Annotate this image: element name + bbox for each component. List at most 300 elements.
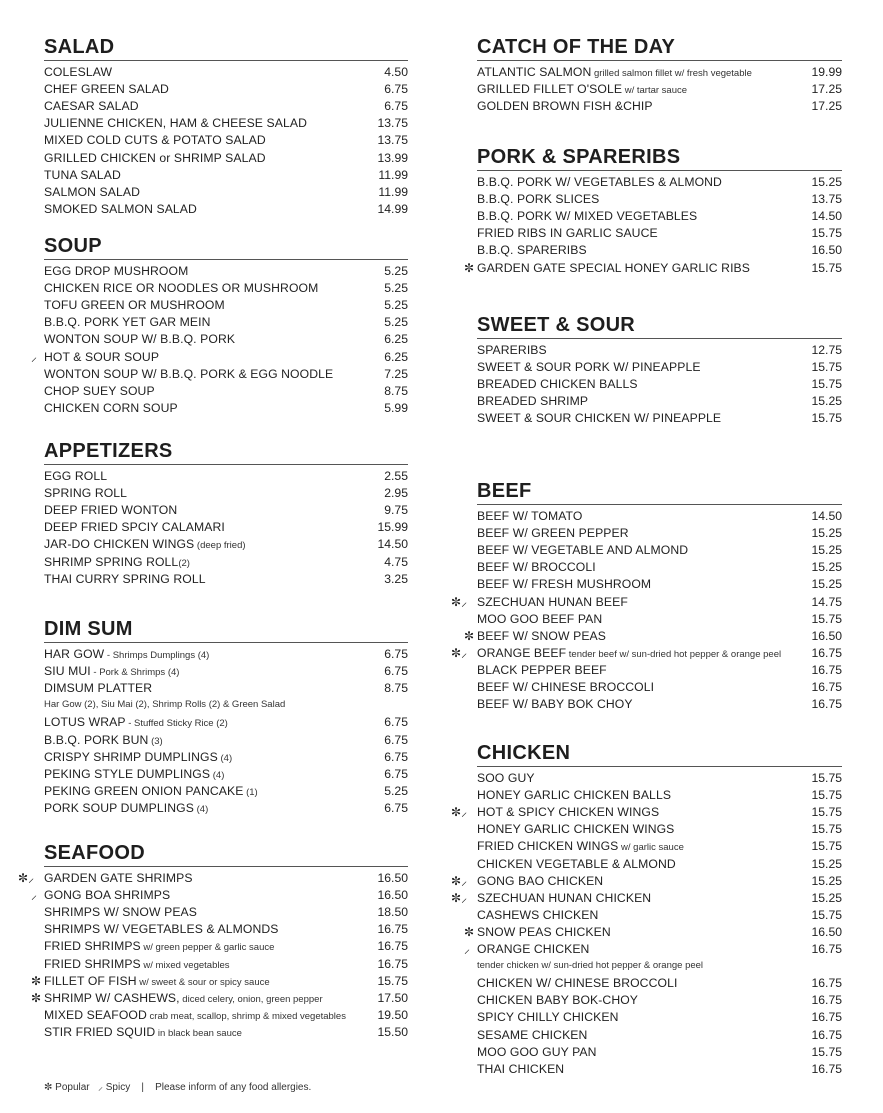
menu-item-name-wrap xyxy=(44,938,274,956)
menu-item-name-wrap xyxy=(44,800,208,818)
menu-item-name-wrap xyxy=(44,64,112,81)
menu-item-description: (4) xyxy=(217,752,233,764)
menu-item xyxy=(44,297,408,314)
menu-item xyxy=(31,349,408,366)
menu-item-name: B.B.Q. SPARERIBS xyxy=(477,243,587,258)
menu-item-name: GONG BAO CHICKEN xyxy=(477,873,604,888)
menu-item-markers xyxy=(464,260,477,277)
menu-item-name-wrap xyxy=(477,924,611,941)
menu-item-name-wrap xyxy=(44,732,163,750)
section-title: DIM SUM xyxy=(44,618,133,640)
menu-item xyxy=(44,938,408,955)
menu-item-description: (4) xyxy=(210,769,225,781)
menu-item-price: 15.25 xyxy=(811,873,842,888)
menu-item xyxy=(44,536,408,553)
menu-item-name: CHICKEN W/ CHINESE BROCCOLI xyxy=(477,976,678,991)
menu-item-name-wrap xyxy=(477,410,721,427)
menu-item-price: 9.75 xyxy=(384,503,408,518)
menu-item-name: FRIED SHRIMPS xyxy=(44,956,141,971)
spicy-icon: ⸝ xyxy=(28,871,35,885)
menu-item-name: TUNA SALAD xyxy=(44,167,121,182)
menu-item-price: 5.25 xyxy=(384,281,408,296)
menu-item-markers xyxy=(18,870,44,887)
menu-item-name-wrap xyxy=(477,907,598,924)
item-subnote: Har Gow (2), Siu Mai (2), Shrimp Rolls (2) & Green Salad xyxy=(44,699,286,711)
menu-item-name-wrap xyxy=(477,174,722,191)
menu-item-name: MIXED SEAFOOD xyxy=(44,1007,147,1022)
menu-item-price: 11.99 xyxy=(378,184,408,199)
menu-item-price: 16.50 xyxy=(811,924,842,939)
menu-item xyxy=(477,1027,842,1044)
section-title: SEAFOOD xyxy=(44,842,145,864)
menu-item xyxy=(44,1024,408,1041)
menu-item-price: 13.75 xyxy=(377,133,408,148)
menu-item-price: 19.50 xyxy=(377,1007,408,1022)
menu-item xyxy=(44,519,408,536)
menu-item-name: SOO GUY xyxy=(477,771,535,785)
menu-item-name-wrap xyxy=(477,525,629,542)
menu-item-name-wrap xyxy=(477,508,582,525)
menu-item-name-wrap xyxy=(44,956,230,974)
menu-item-name-wrap xyxy=(477,64,752,82)
section-divider xyxy=(44,866,408,867)
menu-item-price: 5.25 xyxy=(384,298,408,313)
popular-icon: ✼ xyxy=(451,805,462,820)
popular-label: Popular xyxy=(55,1082,90,1093)
menu-item-name: FRIED CHICKEN WINGS xyxy=(477,839,619,854)
menu-item xyxy=(464,260,842,277)
menu-item-price: 16.75 xyxy=(377,956,408,971)
menu-item-name: MIXED COLD CUTS & POTATO SALAD xyxy=(44,133,266,148)
menu-item xyxy=(31,990,408,1007)
menu-item-name-wrap xyxy=(477,242,587,259)
menu-item-price: 15.25 xyxy=(811,560,842,575)
menu-item xyxy=(44,732,408,749)
menu-item-name: BEEF W/ TOMATO xyxy=(477,509,583,523)
menu-item-name: BEEF W/ SNOW PEAS xyxy=(477,628,607,643)
menu-item-name: FILLET OF FISH xyxy=(44,973,137,988)
menu-item-name: WONTON SOUP W/ B.B.Q. PORK xyxy=(44,332,236,347)
menu-item-price: 15.75 xyxy=(811,1044,842,1059)
menu-item-name-wrap xyxy=(477,225,658,242)
menu-item-markers xyxy=(31,990,44,1007)
menu-item-name: BREADED CHICKEN BALLS xyxy=(477,377,638,392)
menu-item-name: B.B.Q. PORK W/ VEGETABLES & ALMOND xyxy=(477,175,722,189)
menu-item-name-wrap xyxy=(44,1024,242,1042)
menu-item-name: SIU MUI xyxy=(44,664,91,679)
menu-item-name: GONG BOA SHRIMPS xyxy=(44,888,171,903)
section-divider xyxy=(477,338,842,339)
menu-item xyxy=(477,856,842,873)
menu-item-price: 6.75 xyxy=(384,647,408,661)
menu-item-name: LOTUS WRAP xyxy=(44,715,126,730)
menu-item-name-wrap xyxy=(477,559,596,576)
menu-item xyxy=(44,468,408,485)
menu-item-name-wrap xyxy=(477,1009,619,1026)
menu-item-name: CAESAR SALAD xyxy=(44,99,139,114)
popular-icon: ✼ xyxy=(451,594,462,609)
menu-item xyxy=(44,383,408,400)
menu-item xyxy=(44,81,408,98)
popular-icon: ✼ xyxy=(44,1082,53,1093)
menu-item xyxy=(44,921,408,938)
menu-item-description: (3) xyxy=(148,735,163,747)
section-divider xyxy=(477,504,842,505)
menu-item-name-wrap xyxy=(477,787,671,804)
menu-item-name-wrap xyxy=(477,804,659,821)
menu-item-name-wrap xyxy=(477,770,535,787)
menu-item-price: 15.25 xyxy=(811,890,842,905)
menu-item-name: BEEF W/ CHINESE BROCCOLI xyxy=(477,680,655,694)
menu-item-name-wrap xyxy=(477,975,677,992)
menu-item-markers xyxy=(451,804,477,821)
menu-item-name: GRILLED FILLET O'SOLE xyxy=(477,82,623,97)
menu-item-name-wrap xyxy=(44,280,318,297)
menu-item-name-wrap xyxy=(44,314,211,331)
menu-item-name: THAI CHICKEN xyxy=(477,1061,565,1076)
menu-item-name: CHICKEN RICE OR NOODLES OR MUSHROOM xyxy=(44,281,319,296)
menu-item xyxy=(44,1007,408,1024)
menu-item-name-wrap xyxy=(477,576,651,593)
menu-item xyxy=(477,559,842,576)
menu-item xyxy=(477,342,842,359)
menu-item-name: EGG ROLL xyxy=(44,469,108,483)
menu-item-price: 15.50 xyxy=(377,1024,408,1039)
menu-item-name-wrap xyxy=(44,98,139,115)
menu-item xyxy=(477,1061,842,1078)
menu-item-name: JAR-DO CHICKEN WINGS xyxy=(44,537,195,552)
menu-item xyxy=(44,714,408,731)
menu-item-name-wrap xyxy=(44,485,127,502)
menu-item-name-wrap xyxy=(477,98,653,115)
menu-item-name: ORANGE CHICKEN xyxy=(477,942,590,956)
menu-item-price: 16.75 xyxy=(811,993,842,1008)
section-divider xyxy=(44,60,408,61)
menu-item-description: (4) xyxy=(194,803,209,815)
popular-icon: ✼ xyxy=(464,628,475,643)
menu-item-description: crab meat, scallop, shrimp & mixed vegetables xyxy=(146,1010,346,1022)
menu-item-name-wrap xyxy=(44,1007,346,1025)
popular-icon: ✼ xyxy=(464,260,475,275)
menu-item-name: MOO GOO GUY PAN xyxy=(477,1044,597,1059)
menu-item-price: 5.25 xyxy=(384,264,408,278)
section-title: BEEF xyxy=(477,480,532,502)
menu-item xyxy=(464,924,842,941)
menu-item-name-wrap xyxy=(44,973,270,991)
spicy-icon: ⸝ xyxy=(461,805,468,820)
menu-item-name-wrap xyxy=(44,783,258,801)
menu-item xyxy=(44,263,408,280)
menu-item-name: JULIENNE CHICKEN, HAM & CHEESE SALAD xyxy=(44,116,307,131)
menu-item-price: 5.25 xyxy=(384,783,408,798)
popular-icon: ✼ xyxy=(451,873,462,888)
section-title: CHICKEN xyxy=(477,742,571,764)
menu-item-price: 6.25 xyxy=(384,332,408,347)
menu-item-price: 3.25 xyxy=(384,571,408,586)
menu-item-description: - Stuffed Sticky Rice (2) xyxy=(125,718,228,730)
menu-item xyxy=(477,679,842,696)
menu-item-price: 15.25 xyxy=(811,394,842,409)
menu-item-price: 7.25 xyxy=(384,366,408,381)
menu-item-markers xyxy=(451,890,477,907)
menu-item-price: 16.50 xyxy=(811,628,842,643)
menu-item-price: 13.75 xyxy=(811,192,842,207)
menu-item-name: BLACK PEPPER BEEF xyxy=(477,662,607,677)
menu-item-price: 19.99 xyxy=(811,65,842,79)
menu-item-price: 4.75 xyxy=(384,554,408,569)
menu-item-price: 2.55 xyxy=(384,469,408,483)
menu-item-price: 14.50 xyxy=(811,209,842,224)
menu-item-markers xyxy=(31,973,44,990)
menu-item-name: SPICY CHILLY CHICKEN xyxy=(477,1010,619,1025)
menu-item-price: 6.75 xyxy=(384,664,408,679)
menu-item-price: 17.50 xyxy=(377,990,408,1005)
menu-item xyxy=(44,98,408,115)
menu-item-name: HAR GOW xyxy=(44,647,105,661)
menu-item-name: CHICKEN VEGETABLE & ALMOND xyxy=(477,856,676,871)
menu-item-price: 14.99 xyxy=(377,201,408,216)
menu-item xyxy=(477,975,842,992)
menu-item-price: 16.75 xyxy=(811,942,842,956)
menu-item-name-wrap xyxy=(477,628,606,645)
menu-item-name: SHRIMP SPRING ROLL xyxy=(44,554,179,569)
menu-item xyxy=(477,191,842,208)
menu-item-price: 16.50 xyxy=(377,888,408,903)
menu-item-name-wrap xyxy=(44,870,193,887)
item-subnote: tender chicken w/ sun-dried hot pepper & orange peel xyxy=(477,960,704,972)
menu-item-markers xyxy=(31,887,44,904)
menu-item-name-wrap xyxy=(44,331,235,348)
menu-item-name: FRIED SHRIMPS xyxy=(44,939,141,954)
menu-item-description: (deep fried) xyxy=(194,540,246,552)
menu-item-name-wrap xyxy=(477,611,602,628)
menu-item-name: STIR FRIED SQUID xyxy=(44,1024,156,1039)
menu-item-name-wrap xyxy=(44,383,155,400)
menu-item-markers xyxy=(464,628,477,645)
menu-item xyxy=(477,821,842,838)
menu-item-name-wrap xyxy=(44,766,224,784)
menu-item-name: GOLDEN BROWN FISH &CHIP xyxy=(477,99,653,114)
menu-item-price: 15.25 xyxy=(811,526,842,541)
section-divider xyxy=(44,464,408,465)
menu-item-name-wrap xyxy=(44,749,232,767)
menu-item-name-wrap xyxy=(477,662,607,679)
menu-item xyxy=(477,1009,842,1026)
menu-item-name: BEEF W/ BROCCOLI xyxy=(477,560,596,575)
menu-item-name-wrap xyxy=(44,502,177,519)
menu-item-price: 15.75 xyxy=(811,805,842,820)
menu-item-name: SPARERIBS xyxy=(477,343,547,357)
menu-item-name: B.B.Q. PORK YET GAR MEIN xyxy=(44,315,211,330)
menu-item-price: 15.25 xyxy=(811,577,842,592)
spicy-icon: ⸝ xyxy=(31,888,38,903)
menu-item-price: 6.75 xyxy=(384,766,408,781)
menu-item-name: B.B.Q. PORK BUN xyxy=(44,732,149,747)
menu-item-name-wrap xyxy=(44,519,225,536)
popular-icon: ✼ xyxy=(451,645,462,660)
menu-item-price: 16.75 xyxy=(377,939,408,954)
menu-item-price: 15.75 xyxy=(811,907,842,922)
spicy-icon: ⸝ xyxy=(464,942,471,956)
menu-item-name-wrap xyxy=(477,1044,597,1061)
menu-item-name-wrap xyxy=(477,191,599,208)
menu-item xyxy=(44,485,408,502)
menu-item xyxy=(44,749,408,766)
menu-item-name: GARDEN GATE SPECIAL HONEY GARLIC RIBS xyxy=(477,260,751,275)
menu-item-name: SALMON SALAD xyxy=(44,184,141,199)
menu-item-price: 6.75 xyxy=(384,749,408,764)
menu-item-name: THAI CURRY SPRING ROLL xyxy=(44,571,206,586)
menu-item-name-wrap xyxy=(44,887,170,904)
menu-item-name-wrap xyxy=(44,297,225,314)
menu-item xyxy=(44,783,408,800)
menu-item-price: 16.75 xyxy=(811,645,842,660)
menu-item xyxy=(451,873,842,890)
section-divider xyxy=(477,766,842,767)
menu-item-price: 15.75 xyxy=(811,226,842,241)
menu-item-description: - Pork & Shrimps (4) xyxy=(90,667,180,679)
menu-item-name: TOFU GREEN OR MUSHROOM xyxy=(44,298,225,313)
menu-item-price: 6.75 xyxy=(384,800,408,815)
menu-item-price: 18.50 xyxy=(377,905,408,920)
menu-item-price: 8.75 xyxy=(384,383,408,398)
menu-item-name-wrap xyxy=(44,663,179,681)
menu-legend xyxy=(44,1079,311,1093)
menu-item-price: 15.75 xyxy=(811,260,842,275)
menu-item-price: 13.75 xyxy=(377,116,408,131)
menu-item-price: 15.75 xyxy=(811,411,842,426)
menu-item-name: CHICKEN CORN SOUP xyxy=(44,400,178,415)
menu-item-price: 16.75 xyxy=(811,1027,842,1042)
menu-item-name-wrap xyxy=(477,359,701,376)
menu-item-name-wrap xyxy=(477,992,638,1009)
spicy-icon: ⸝ xyxy=(461,645,468,660)
menu-item xyxy=(44,366,408,383)
menu-item xyxy=(477,208,842,225)
menu-item-name: SHRIMPS W/ SNOW PEAS xyxy=(44,905,198,920)
menu-item xyxy=(44,400,408,417)
menu-item-price: 6.75 xyxy=(384,99,408,114)
menu-item-name-wrap xyxy=(44,167,121,184)
menu-item xyxy=(31,887,408,904)
menu-item-description: (2) xyxy=(178,557,190,569)
menu-item xyxy=(44,571,408,588)
menu-item xyxy=(44,904,408,921)
menu-item xyxy=(477,611,842,628)
menu-item-name: HONEY GARLIC CHICKEN WINGS xyxy=(477,822,675,837)
menu-item-name: DEEP FRIED SPCIY CALAMARI xyxy=(44,520,225,535)
menu-item xyxy=(477,174,842,191)
menu-item-price: 13.99 xyxy=(377,150,408,165)
menu-item-name-wrap xyxy=(44,263,188,280)
menu-item-name-wrap xyxy=(477,856,676,873)
menu-item-price: 16.75 xyxy=(811,697,842,712)
menu-item-price: 6.75 xyxy=(384,82,408,97)
menu-item-price: 15.75 xyxy=(811,360,842,375)
menu-item-name-wrap xyxy=(477,342,547,359)
menu-item xyxy=(44,150,408,167)
popular-icon: ✼ xyxy=(464,924,475,939)
menu-item-name: SWEET & SOUR PORK W/ PINEAPPLE xyxy=(477,360,701,375)
section-divider xyxy=(477,170,842,171)
menu-item-name-wrap xyxy=(44,468,107,485)
menu-item-name: SHRIMPS W/ VEGETABLES & ALMONDS xyxy=(44,922,279,937)
menu-item xyxy=(477,838,842,855)
menu-item-description: in black bean sauce xyxy=(155,1027,242,1039)
menu-item xyxy=(44,115,408,132)
menu-item-name: SPRING ROLL xyxy=(44,486,128,501)
menu-item-name-wrap xyxy=(44,81,169,98)
menu-item-name-wrap xyxy=(44,646,209,664)
menu-item-price: 16.75 xyxy=(811,662,842,677)
menu-item-description: w/ garlic sauce xyxy=(618,842,684,854)
menu-item-name-wrap xyxy=(477,1061,564,1078)
menu-item-price: 15.25 xyxy=(811,856,842,871)
allergy-note: Please inform of any food allergies. xyxy=(155,1082,312,1093)
menu-item-price: 4.50 xyxy=(384,65,408,79)
menu-item-name-wrap xyxy=(477,208,697,225)
menu-item xyxy=(477,992,842,1009)
menu-item-description: grilled salmon fillet w/ fresh vegetable xyxy=(591,68,752,79)
spicy-icon: ⸝ xyxy=(97,1082,103,1093)
menu-item-name-wrap xyxy=(477,260,750,277)
menu-item-name-wrap xyxy=(477,890,651,907)
menu-item-price: 14.75 xyxy=(811,594,842,609)
menu-item-price: 2.95 xyxy=(384,486,408,501)
menu-item xyxy=(464,941,842,958)
menu-item-name-wrap xyxy=(477,838,684,856)
menu-item xyxy=(44,314,408,331)
spicy-icon: ⸝ xyxy=(31,349,38,364)
menu-item xyxy=(44,956,408,973)
menu-item-markers xyxy=(31,349,44,366)
menu-item-name: HOT & SOUR SOUP xyxy=(44,349,160,364)
menu-item-name: GRILLED CHICKEN or SHRIMP SALAD xyxy=(44,150,266,165)
menu-item xyxy=(44,680,408,697)
menu-item xyxy=(44,201,408,218)
menu-item-name: HONEY GARLIC CHICKEN BALLS xyxy=(477,788,672,803)
menu-item-markers xyxy=(464,924,477,941)
menu-item-name: B.B.Q. PORK W/ MIXED VEGETABLES xyxy=(477,209,698,224)
menu-item-name-wrap xyxy=(477,941,589,958)
menu-item-name-wrap xyxy=(44,201,197,218)
menu-item-name-wrap xyxy=(44,349,159,366)
section-title: CATCH OF THE DAY xyxy=(477,36,676,58)
menu-item xyxy=(477,770,842,787)
menu-item-name: WONTON SOUP W/ B.B.Q. PORK & EGG NOODLE xyxy=(44,366,334,381)
menu-item xyxy=(477,525,842,542)
menu-item-price: 16.75 xyxy=(811,680,842,694)
menu-item-price: 6.25 xyxy=(384,349,408,364)
menu-item-description: diced celery, onion, green pepper xyxy=(179,993,323,1005)
menu-item-name: GARDEN GATE SHRIMPS xyxy=(44,871,193,885)
menu-item-name-wrap xyxy=(477,594,628,611)
spicy-label: Spicy xyxy=(105,1082,131,1093)
menu-item xyxy=(44,184,408,201)
menu-item-name: BEEF W/ GREEN PEPPER xyxy=(477,526,629,541)
menu-item xyxy=(451,594,842,611)
menu-item-name: FRIED RIBS IN GARLIC SAUCE xyxy=(477,226,658,241)
menu-item-name-wrap xyxy=(44,150,266,167)
menu-item xyxy=(44,280,408,297)
menu-item xyxy=(477,81,842,98)
section-title: SALAD xyxy=(44,36,115,58)
menu-item-name: MOO GOO BEEF PAN xyxy=(477,611,603,626)
menu-item-price: 15.25 xyxy=(811,175,842,189)
menu-item-name: CHEF GREEN SALAD xyxy=(44,82,169,97)
menu-item-name: SNOW PEAS CHICKEN xyxy=(477,924,611,939)
menu-item xyxy=(44,132,408,149)
